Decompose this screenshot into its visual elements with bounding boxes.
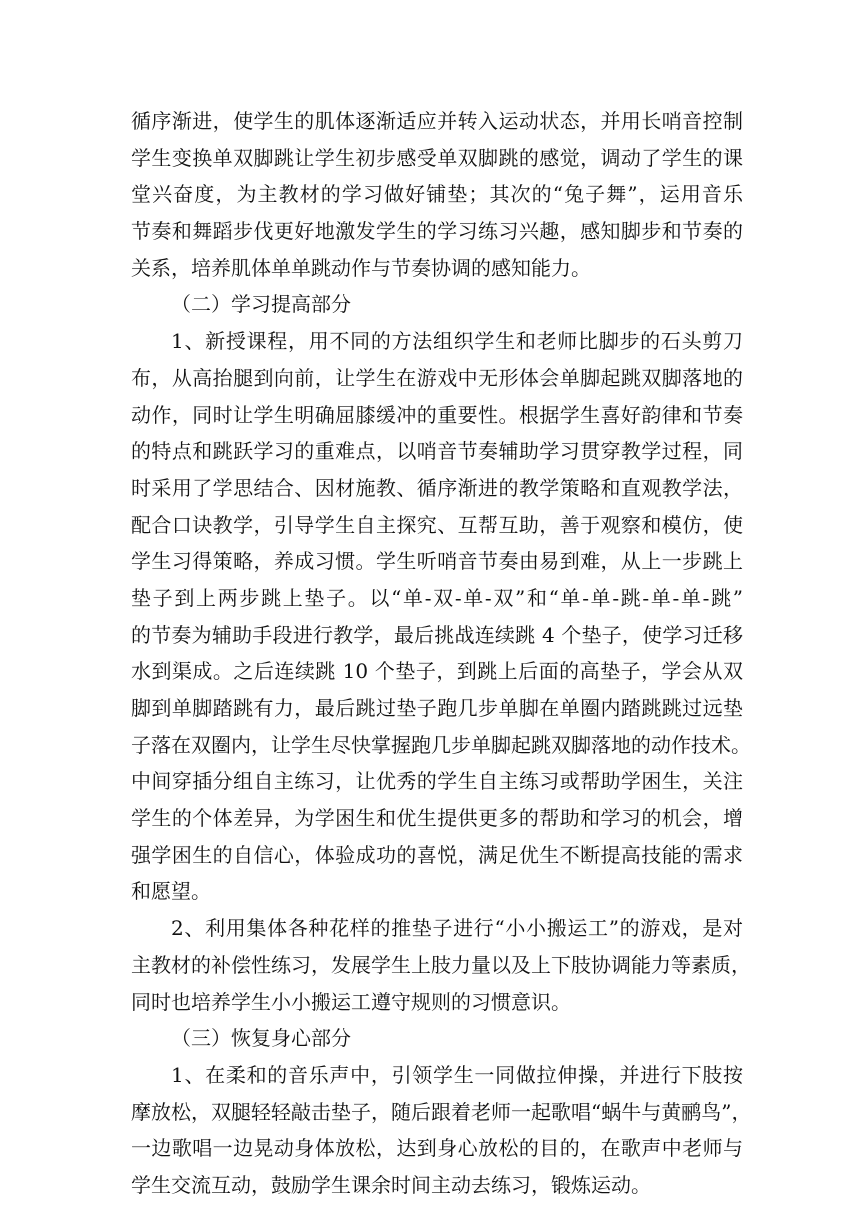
text-line: 动作，同时让学生明确屈膝缓冲的重要性。根据学生喜好韵律和节奏 (131, 402, 743, 427)
text-line: 学生变换单双脚跳让学生初步感受单双脚跳的感觉，调动了学生的课 (131, 145, 743, 170)
text-line: 同时也培养学生小小搬运工遵守规则的习惯意识。 (131, 989, 571, 1014)
text-line: 学生习得策略，养成习惯。学生听哨音节奏由易到难，从上一步跳上 (131, 549, 743, 574)
text-line: 学生的个体差异，为学困生和优生提供更多的帮助和学习的机会，增 (131, 806, 743, 831)
text-line: 布，从高抬腿到向前，让学生在游戏中无形体会单脚起跳双脚落地的 (131, 365, 743, 390)
text-line: 的特点和跳跃学习的重难点，以哨音节奏辅助学习贯穿教学过程，同 (131, 439, 743, 464)
text-paragraph (131, 103, 743, 286)
text-line: 循序渐进，使学生的肌体逐渐适应并转入运动状态，并用长哨音控制 (131, 109, 743, 133)
text-line: 中间穿插分组自主练习，让优秀的学生自主练习或帮助学困生，关注 (131, 769, 743, 794)
text-line: 时采用了学思结合、因材施教、循序渐进的教学策略和直观教学法， (131, 475, 743, 500)
text-line: 1、在柔和的音乐声中，引领学生一同做拉伸操，并进行下肢按 (171, 1062, 743, 1087)
text-line: 配合口诀教学，引导学生自主探究、互帮互助，善于观察和模仿，使 (131, 512, 743, 537)
text-line: 2、利用集体各种花样的推垫子进行“小小搬运工”的游戏，是对 (171, 916, 743, 941)
text-line: 堂兴奋度，为主教材的学习做好铺垫；其次的“兔子舞”，运用音乐 (131, 182, 743, 207)
text-line: 主教材的补偿性练习，发展学生上肢力量以及上下肢协调能力等素质， (131, 952, 751, 977)
text-line: 学生交流互动，鼓励学生课余时间主动去练习，锻炼运动。 (131, 1172, 651, 1197)
document-page (131, 103, 752, 1204)
text-line: 节奏和舞蹈步伐更好地激发学生的学习练习兴趣，感知脚步和节奏的 (131, 219, 743, 244)
text-line: 水到渠成。之后连续跳 10 个垫子，到跳上后面的高垫子，学会从双 (131, 659, 743, 684)
text-line: 一边歌唱一边晃动身体放松，达到身心放松的目的，在歌声中老师与 (131, 1136, 743, 1161)
text-line: （三）恢复身心部分 (171, 1026, 351, 1051)
text-line: 摩放松，双腿轻轻敲击垫子，随后跟着老师一起歌唱“蜗牛与黄鹂鸟”， (131, 1099, 752, 1124)
text-paragraph (131, 910, 751, 1020)
text-line: 和愿望。 (131, 879, 211, 904)
text-line: 垫子到上两步跳上垫子。以“单-双-单-双”和“单-单-跳-单-单-跳” (131, 585, 743, 610)
section-heading (131, 286, 743, 323)
section-heading (131, 1020, 743, 1057)
text-paragraph (131, 1057, 752, 1204)
text-line: 关系，培养肌体单单跳动作与节奏协调的感知能力。 (131, 255, 591, 280)
text-paragraph (131, 323, 751, 910)
text-line: （二）学习提高部分 (171, 292, 351, 317)
text-line: 脚到单脚踏跳有力，最后跳过垫子跑几步单脚在单圈内踏跳跳过远垫 (131, 696, 743, 720)
text-line: 1、新授课程，用不同的方法组织学生和老师比脚步的石头剪刀 (171, 329, 743, 354)
text-line: 子落在双圈内，让学生尽快掌握跑几步单脚起跳双脚落地的动作技术。 (131, 732, 751, 757)
text-line: 的节奏为辅助手段进行教学，最后挑战连续跳 4 个垫子，使学习迁移 (131, 622, 743, 647)
text-line: 强学困生的自信心，体验成功的喜悦，满足优生不断提高技能的需求 (131, 842, 743, 867)
